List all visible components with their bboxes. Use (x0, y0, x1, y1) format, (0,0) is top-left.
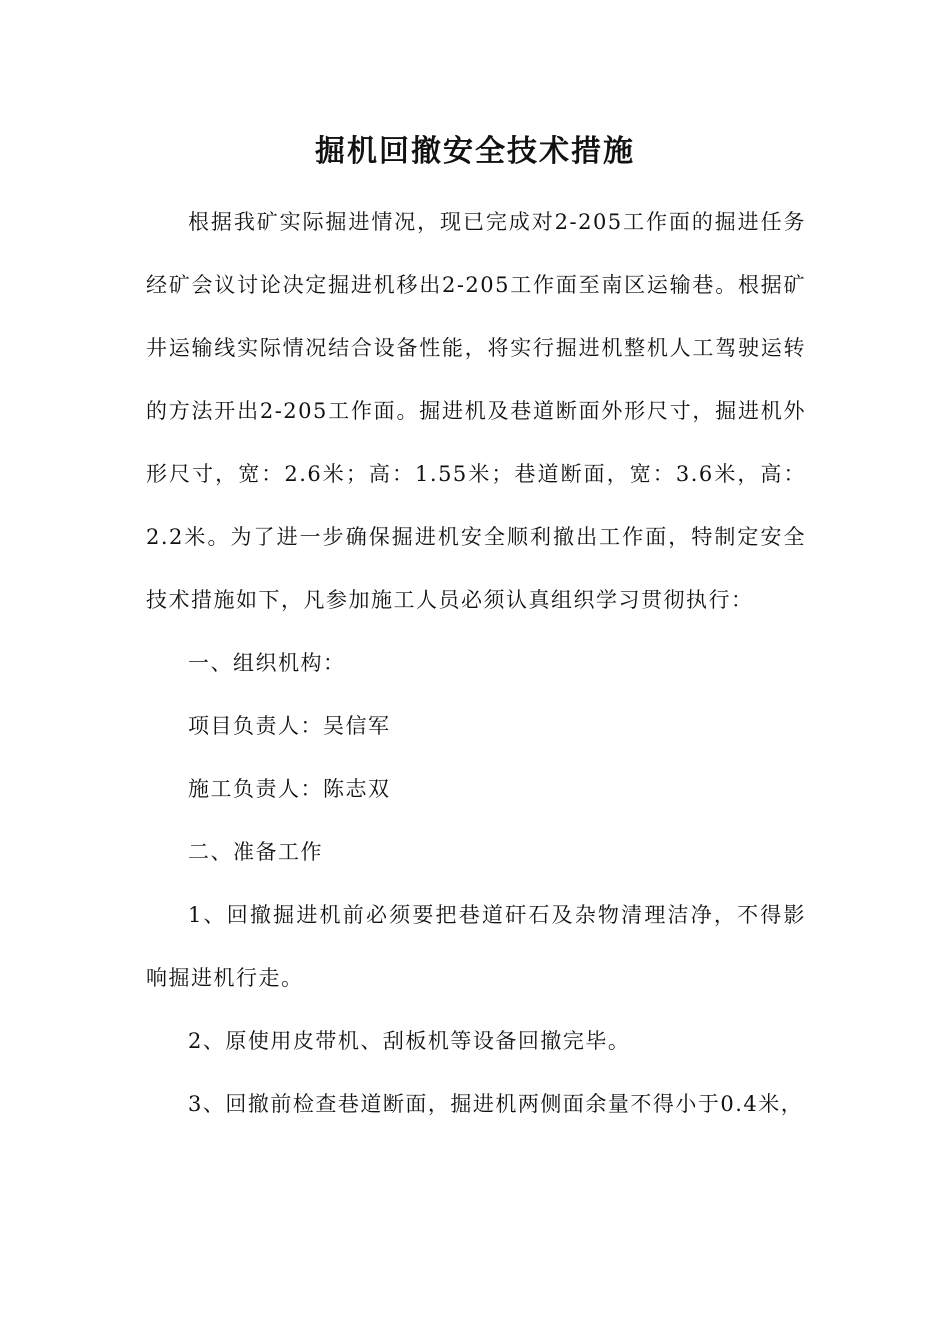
preparation-item-3: 3、回撤前检查巷道断面，掘进机两侧面余量不得小于0.4米， (188, 1092, 804, 1116)
project-lead-line: 项目负责人：吴信军 (188, 714, 391, 738)
section-heading-preparation: 二、准备工作 (188, 840, 323, 864)
document-title: 掘机回撤安全技术措施 (315, 134, 635, 169)
preparation-item-1: 1、回撤掘进机前必须要把巷道矸石及杂物清理洁净，不得影响掘进机行走。 (146, 903, 806, 990)
document-body (146, 191, 806, 1136)
construction-lead-line: 施工负责人：陈志双 (188, 777, 391, 801)
section-heading-organization: 一、组织机构： (188, 651, 346, 675)
preparation-item-2: 2、原使用皮带机、刮板机等设备回撤完毕。 (188, 1029, 631, 1053)
intro-paragraph: 根据我矿实际掘进情况，现已完成对2-205工作面的掘进任务经矿会议讨论决定掘进机移出2-205工作面至南区运输巷。根据矿井运输线实际情况结合设备性能，将实行掘进机整机人工驾驶运转的方法开出2-205工作面。掘进机及巷道断面外形尺寸，掘进机外形尺寸，宽：2.6米；高：1.55米；巷道断面，宽：3.6米，高：2.2米。为了进一步确保掘进机安全顺利撤出工作面，特制定安全技术措施如下，凡参加施工人员必须认真组织学习贯彻执行： (146, 210, 806, 612)
